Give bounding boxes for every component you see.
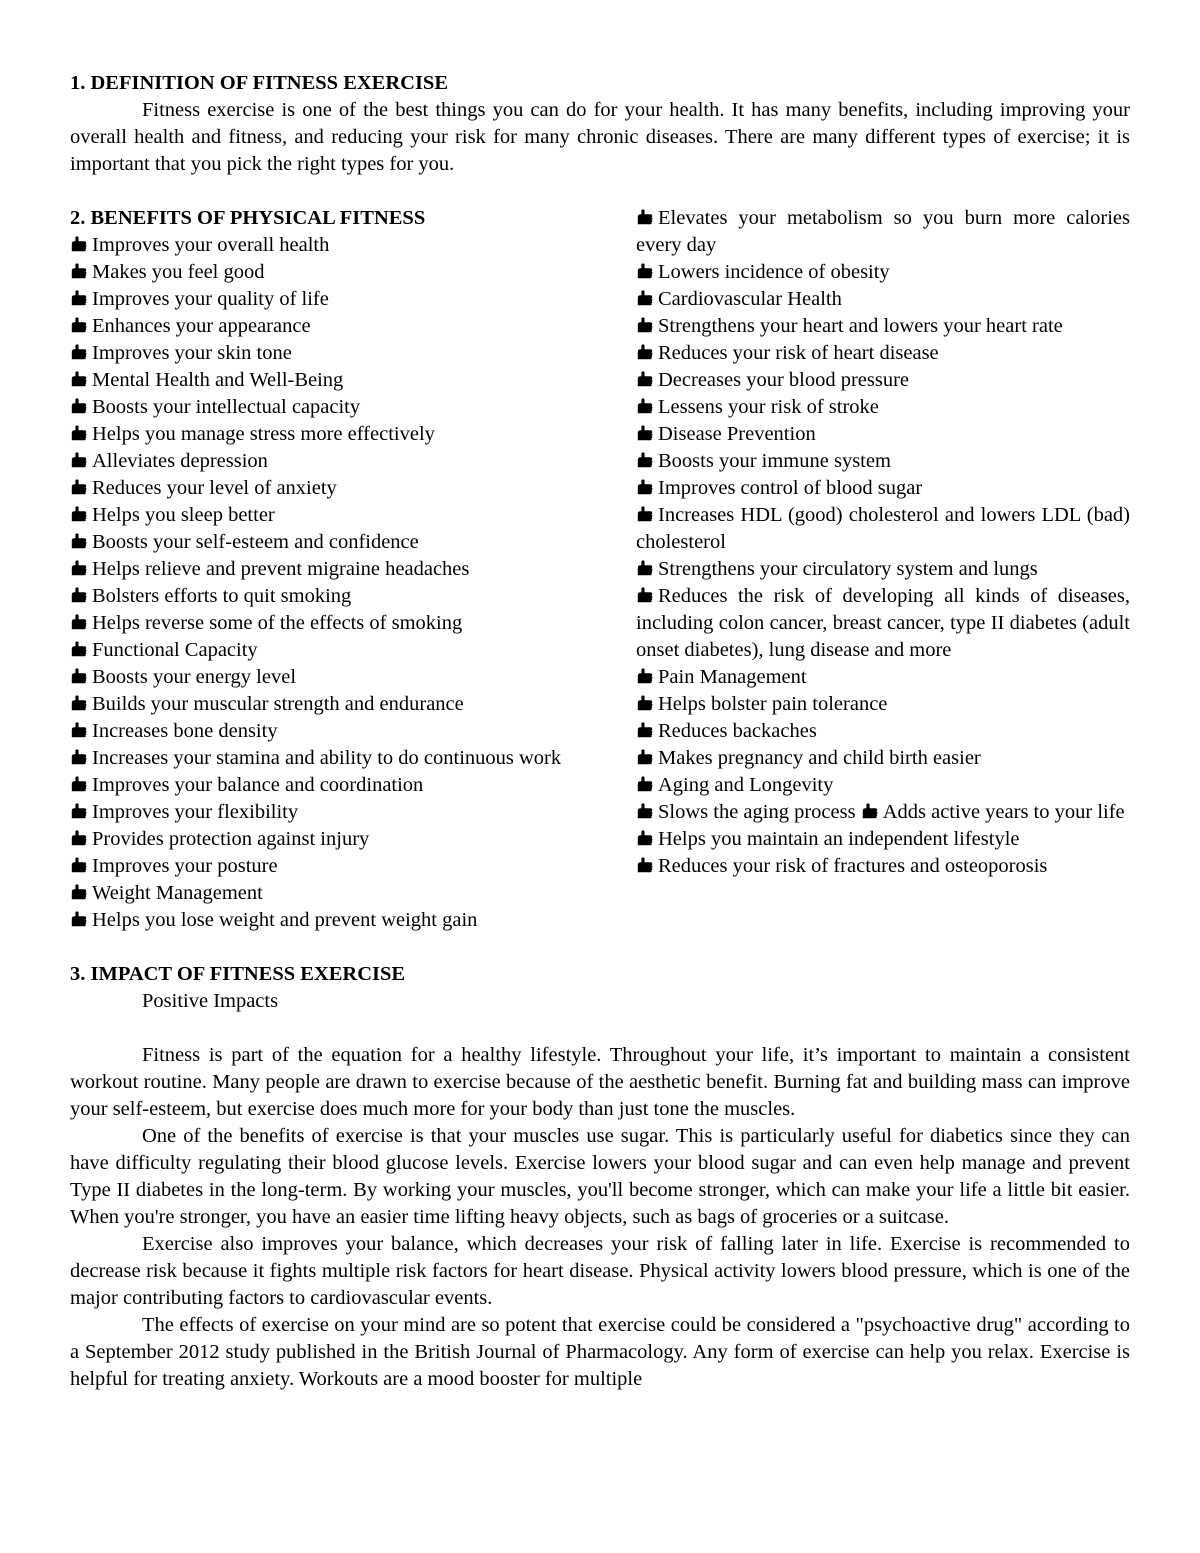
benefits-right-column xyxy=(636,205,1130,934)
benefit-item xyxy=(636,286,1130,313)
hand-pointing-icon xyxy=(636,313,658,340)
benefit-text: Increases your stamina and ability to do continuous work xyxy=(92,747,562,769)
benefit-text: Lessens your risk of stroke xyxy=(658,396,879,418)
hand-pointing-icon xyxy=(70,772,92,799)
benefit-item xyxy=(70,853,566,880)
benefit-item xyxy=(70,232,566,259)
benefit-text: Reduces your level of anxiety xyxy=(92,477,337,499)
hand-pointing-icon xyxy=(70,691,92,718)
benefit-text: Reduces backaches xyxy=(658,720,817,742)
benefit-text: Disease Prevention xyxy=(658,423,816,445)
benefit-text: Improves your flexibility xyxy=(92,801,299,823)
benefit-text: Alleviates depression xyxy=(92,450,268,472)
hand-pointing-icon xyxy=(70,502,92,529)
benefit-item xyxy=(70,556,566,583)
benefits-left-column xyxy=(70,205,566,934)
benefit-item xyxy=(70,340,566,367)
hand-pointing-icon xyxy=(636,205,658,232)
benefit-text: Improves control of blood sugar xyxy=(658,477,923,499)
benefit-item xyxy=(70,610,566,637)
hand-pointing-icon xyxy=(70,718,92,745)
hand-pointing-icon xyxy=(70,637,92,664)
benefit-item xyxy=(636,826,1130,853)
hand-pointing-icon xyxy=(70,340,92,367)
benefit-item xyxy=(70,880,566,907)
hand-pointing-icon xyxy=(70,610,92,637)
benefit-text: Reduces the risk of developing all kinds of diseases, including colon cancer, breast cancer, type II diabetes (adult onset diabetes), lung disease and more xyxy=(636,585,1130,661)
benefit-text: Helps bolster pain tolerance xyxy=(658,693,888,715)
benefit-item xyxy=(70,259,566,286)
benefit-text: Mental Health and Well-Being xyxy=(92,369,344,391)
benefit-text: Increases HDL (good) cholesterol and lowers LDL (bad) cholesterol xyxy=(636,504,1130,553)
benefit-text: Boosts your intellectual capacity xyxy=(92,396,361,418)
benefit-item xyxy=(636,475,1130,502)
benefit-item xyxy=(70,394,566,421)
hand-pointing-icon xyxy=(70,583,92,610)
subheading: Positive Impacts xyxy=(142,990,279,1012)
benefit-text: Slows the aging process xyxy=(658,801,856,823)
hand-pointing-icon xyxy=(636,475,658,502)
benefit-item xyxy=(636,259,1130,286)
benefit-text: Boosts your self-esteem and confidence xyxy=(92,531,419,553)
hand-pointing-icon xyxy=(70,286,92,313)
benefit-text: Aging and Longevity xyxy=(658,774,834,796)
benefit-item xyxy=(636,502,1130,556)
section-heading: 1. DEFINITION OF FITNESS EXERCISE xyxy=(70,72,449,94)
benefit-item xyxy=(636,718,1130,745)
benefit-item xyxy=(636,799,1130,826)
hand-pointing-icon xyxy=(70,745,92,772)
impact-paragraph: Fitness is part of the equation for a healthy lifestyle. Throughout your life, it’s important to maintain a consistent workout routine. Many people are drawn to exercise because of the aesthetic benefit. Burning fat and building mass can improve your self-esteem, but exercise does much more for your body than just tone the muscles. xyxy=(70,1044,1130,1120)
benefit-item xyxy=(70,286,566,313)
hand-pointing-icon xyxy=(70,313,92,340)
benefit-text: Helps you lose weight and prevent weight gain xyxy=(92,909,478,931)
hand-pointing-icon xyxy=(636,772,658,799)
benefit-text: Improves your overall health xyxy=(92,234,330,256)
benefit-item xyxy=(70,664,566,691)
benefit-text: Cardiovascular Health xyxy=(658,288,842,310)
definition-paragraph: Fitness exercise is one of the best things you can do for your health. It has many benefits, including improving your overall health and fitness, and reducing your risk for many chronic diseases. There are many different types of exercise; it is important that you pick the right types for you. xyxy=(70,99,1130,175)
benefit-item xyxy=(636,421,1130,448)
benefit-text: Decreases your blood pressure xyxy=(658,369,910,391)
benefit-item xyxy=(636,556,1130,583)
benefit-text: Lowers incidence of obesity xyxy=(658,261,890,283)
impact-paragraph: One of the benefits of exercise is that your muscles use sugar. This is particularly useful for diabetics since they can have difficulty regulating their blood glucose levels. Exercise lowers your blood sugar and can even help manage and prevent Type II diabetes in the long-term. By working your muscles, you'll become stronger, which can make your life a little bit easier. When you're stronger, you have an easier time lifting heavy objects, such as bags of groceries or a suitcase. xyxy=(70,1125,1130,1228)
benefit-item xyxy=(70,583,566,610)
hand-pointing-icon xyxy=(70,259,92,286)
hand-pointing-icon xyxy=(70,394,92,421)
benefit-text: Increases bone density xyxy=(92,720,278,742)
benefit-item xyxy=(70,772,566,799)
hand-pointing-icon xyxy=(636,286,658,313)
benefit-text: Reduces your risk of heart disease xyxy=(658,342,939,364)
hand-pointing-icon xyxy=(70,529,92,556)
benefits-list-left xyxy=(70,232,566,934)
benefit-item xyxy=(70,502,566,529)
hand-pointing-icon xyxy=(636,826,658,853)
benefit-text: Helps reverse some of the effects of smoking xyxy=(92,612,463,634)
hand-pointing-icon xyxy=(636,745,658,772)
benefit-item xyxy=(70,745,566,772)
section-impact xyxy=(70,961,1130,1393)
section-heading: 3. IMPACT OF FITNESS EXERCISE xyxy=(70,963,406,985)
hand-pointing-icon xyxy=(70,448,92,475)
benefit-item xyxy=(70,907,566,934)
benefit-text: Weight Management xyxy=(92,882,263,904)
hand-pointing-icon xyxy=(636,556,658,583)
benefit-item xyxy=(636,313,1130,340)
benefit-item xyxy=(70,367,566,394)
benefit-text: Improves your skin tone xyxy=(92,342,292,364)
benefit-text: Strengthens your heart and lowers your heart rate xyxy=(658,315,1063,337)
hand-pointing-icon xyxy=(70,799,92,826)
benefit-item xyxy=(636,448,1130,475)
hand-pointing-icon xyxy=(70,880,92,907)
benefit-item xyxy=(70,529,566,556)
hand-pointing-icon xyxy=(636,691,658,718)
hand-pointing-icon xyxy=(636,340,658,367)
benefit-item xyxy=(70,799,566,826)
benefit-item xyxy=(70,313,566,340)
hand-pointing-icon xyxy=(636,448,658,475)
hand-pointing-icon xyxy=(70,853,92,880)
hand-pointing-icon xyxy=(636,718,658,745)
benefit-text: Reduces your risk of fractures and osteoporosis xyxy=(658,855,1048,877)
document-page xyxy=(70,70,1130,1393)
hand-pointing-icon xyxy=(70,232,92,259)
impact-paragraph: The effects of exercise on your mind are so potent that exercise could be considered a "psychoactive drug" according to a September 2012 study published in the British Journal of Pharmacology. Any form of exercise can help you relax. Exercise is helpful for treating anxiety. Workouts are a mood booster for multiple xyxy=(70,1314,1130,1390)
hand-pointing-icon xyxy=(636,367,658,394)
benefit-item xyxy=(636,772,1130,799)
benefit-text: Helps you sleep better xyxy=(92,504,275,526)
benefit-text: Makes pregnancy and child birth easier xyxy=(658,747,981,769)
benefit-item xyxy=(636,691,1130,718)
hand-pointing-icon xyxy=(70,664,92,691)
hand-pointing-icon xyxy=(636,421,658,448)
hand-pointing-icon xyxy=(861,799,883,826)
benefit-text: Functional Capacity xyxy=(92,639,258,661)
hand-pointing-icon xyxy=(636,502,658,529)
benefit-item xyxy=(70,826,566,853)
benefit-text: Elevates your metabolism so you burn more calories every day xyxy=(636,207,1130,256)
benefit-text: Provides protection against injury xyxy=(92,828,370,850)
benefit-text: Improves your posture xyxy=(92,855,278,877)
hand-pointing-icon xyxy=(636,799,658,826)
benefit-text: Adds active years to your life xyxy=(882,801,1125,823)
benefit-item xyxy=(70,475,566,502)
benefit-text: Helps relieve and prevent migraine headaches xyxy=(92,558,470,580)
hand-pointing-icon xyxy=(636,583,658,610)
benefit-text: Boosts your immune system xyxy=(658,450,891,472)
benefit-text: Enhances your appearance xyxy=(92,315,311,337)
benefit-item xyxy=(70,421,566,448)
benefit-text: Helps you manage stress more effectively xyxy=(92,423,435,445)
hand-pointing-icon xyxy=(70,907,92,934)
benefit-text: Makes you feel good xyxy=(92,261,265,283)
benefit-item xyxy=(636,583,1130,664)
section-heading: 2. BENEFITS OF PHYSICAL FITNESS xyxy=(70,207,426,229)
benefit-text: Strengthens your circulatory system and lungs xyxy=(658,558,1038,580)
benefit-item xyxy=(636,394,1130,421)
benefit-item xyxy=(636,340,1130,367)
hand-pointing-icon xyxy=(636,664,658,691)
benefit-text: Bolsters efforts to quit smoking xyxy=(92,585,352,607)
benefit-item xyxy=(70,691,566,718)
benefit-item xyxy=(636,853,1130,880)
hand-pointing-icon xyxy=(70,826,92,853)
hand-pointing-icon xyxy=(70,475,92,502)
benefit-text: Improves your balance and coordination xyxy=(92,774,424,796)
section-definition xyxy=(70,70,1130,178)
benefit-item xyxy=(636,664,1130,691)
hand-pointing-icon xyxy=(70,421,92,448)
section-benefits xyxy=(70,205,1130,934)
benefit-item xyxy=(70,448,566,475)
benefit-item xyxy=(70,718,566,745)
hand-pointing-icon xyxy=(636,394,658,421)
benefit-item xyxy=(636,205,1130,259)
benefit-item xyxy=(636,745,1130,772)
hand-pointing-icon xyxy=(70,556,92,583)
benefit-item xyxy=(636,367,1130,394)
benefit-text: Pain Management xyxy=(658,666,807,688)
benefit-item xyxy=(70,637,566,664)
benefits-list-right xyxy=(636,205,1130,880)
hand-pointing-icon xyxy=(636,853,658,880)
hand-pointing-icon xyxy=(70,367,92,394)
impact-paragraphs xyxy=(70,1042,1130,1393)
benefit-text: Builds your muscular strength and endurance xyxy=(92,693,464,715)
benefit-text: Improves your quality of life xyxy=(92,288,329,310)
benefit-text: Boosts your energy level xyxy=(92,666,297,688)
benefit-text: Helps you maintain an independent lifestyle xyxy=(658,828,1020,850)
impact-paragraph: Exercise also improves your balance, which decreases your risk of falling later in life. Exercise is recommended to decrease risk because it fights multiple risk factors for heart disease. Physical activity lowers blood pressure, which is one of the major contributing factors to cardiovascular events. xyxy=(70,1233,1130,1309)
hand-pointing-icon xyxy=(636,259,658,286)
